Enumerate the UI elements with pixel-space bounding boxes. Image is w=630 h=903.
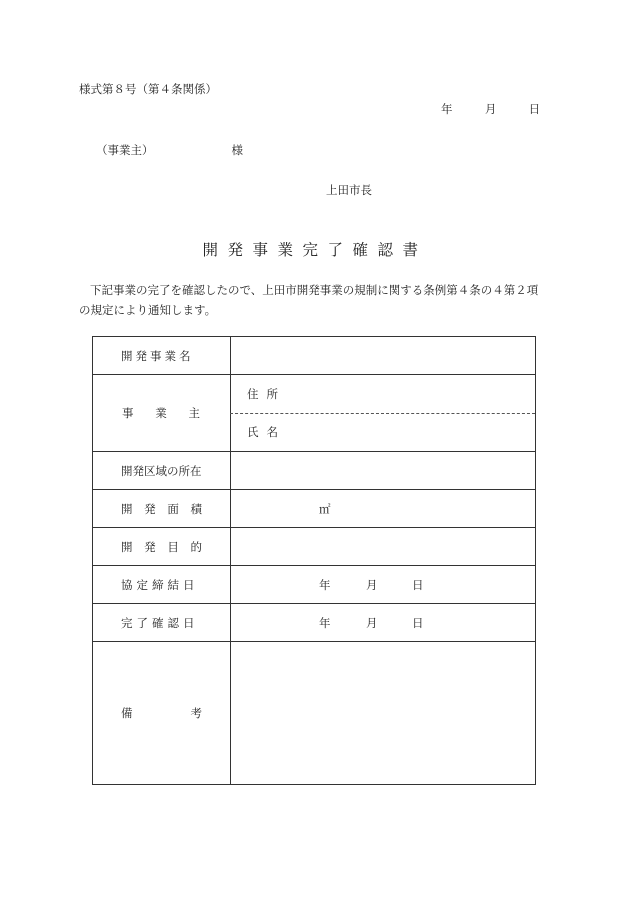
- document-title: 開発事業完了確認書: [202, 241, 428, 259]
- remarks-label: 備 考: [121, 706, 202, 720]
- purpose-label: 開 発 目 的: [121, 539, 202, 554]
- project-name-label: 開発事業名: [121, 348, 194, 363]
- agreement-date-label: 協定締結日: [121, 577, 199, 592]
- mayor: 上田市長: [326, 183, 372, 197]
- completion-date-field[interactable]: [230, 604, 535, 641]
- location-label: 開発区域の所在: [121, 463, 202, 478]
- row-completion-date: [93, 604, 535, 642]
- address-label: 住所: [247, 387, 286, 401]
- purpose-field[interactable]: [230, 528, 535, 565]
- date-year: 年: [441, 102, 453, 116]
- developer-label: （事業主）: [96, 143, 154, 157]
- honorific: 様: [231, 143, 243, 157]
- row-agreement-date: [93, 566, 535, 604]
- completion-year: 年: [319, 615, 331, 630]
- project-name-field[interactable]: [230, 337, 535, 374]
- completion-date-label: 完了確認日: [121, 615, 199, 630]
- form-table: [92, 336, 536, 785]
- row-developer: [93, 375, 535, 452]
- agreement-day: 日: [412, 577, 424, 592]
- completion-day: 日: [412, 615, 424, 630]
- name-field[interactable]: [230, 413, 535, 451]
- row-purpose: [93, 528, 535, 566]
- agreement-month: 月: [366, 577, 378, 592]
- name-label: 氏名: [247, 425, 286, 439]
- date-day: 日: [528, 102, 541, 116]
- row-location: [93, 452, 535, 490]
- row-area: [93, 490, 535, 528]
- agreement-date-field[interactable]: [230, 566, 535, 603]
- area-label: 開 発 面 積: [121, 501, 202, 516]
- agreement-year: 年: [319, 577, 331, 592]
- addressee-line: [96, 142, 243, 158]
- area-unit: ㎡: [319, 501, 331, 516]
- row-project-name: [93, 337, 535, 375]
- date-month: 月: [484, 102, 497, 116]
- body-text: 下記事業の完了を確認したので、上田市開発事業の規制に関する条例第４条の４第２項の規定により通知します。: [79, 283, 539, 317]
- form-number: 様式第８号（第４条関係）: [79, 82, 217, 96]
- row-remarks: [93, 642, 535, 784]
- area-field[interactable]: [230, 490, 535, 527]
- location-field[interactable]: [230, 452, 535, 489]
- issue-date: [441, 101, 540, 117]
- developer-table-label: 事 業 主: [122, 406, 200, 420]
- remarks-field[interactable]: [230, 642, 535, 784]
- address-field[interactable]: [230, 375, 535, 413]
- completion-month: 月: [366, 615, 378, 630]
